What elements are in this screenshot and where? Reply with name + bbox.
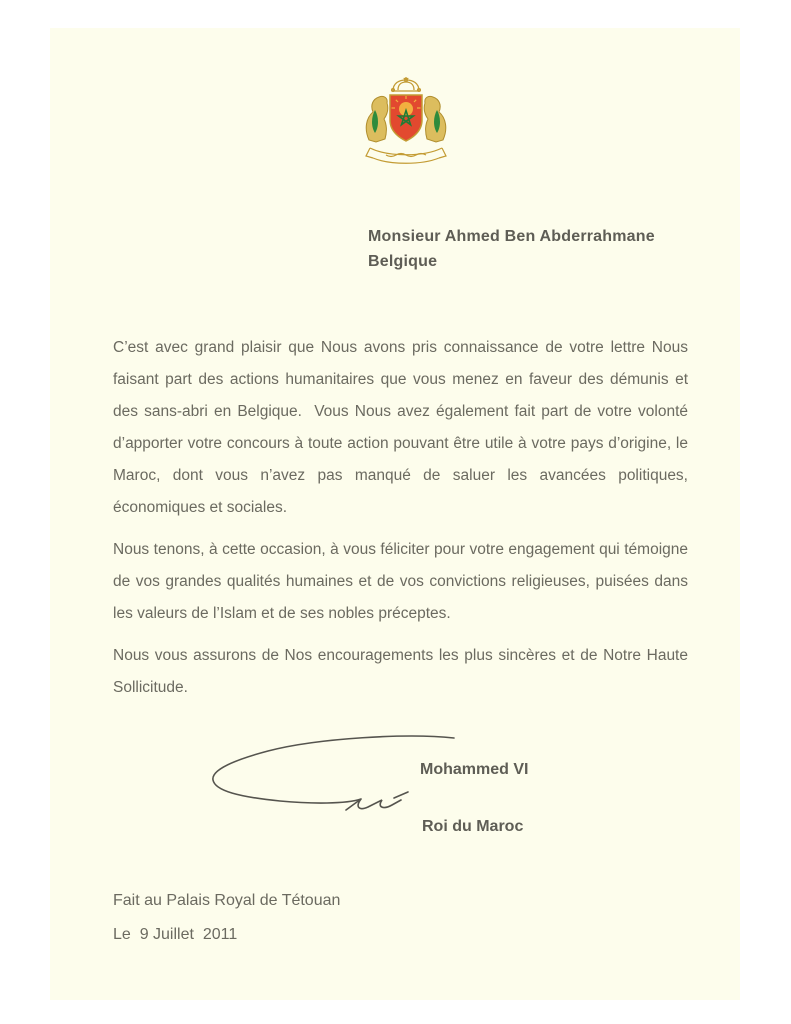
letter-place: Fait au Palais Royal de Tétouan xyxy=(113,892,341,909)
coat-of-arms-icon xyxy=(356,74,456,170)
letter-paragraph: C’est avec grand plaisir que Nous avons pris connaissance de votre lettre Nous faisant part des actions humanitaires que vous menez en faveur des démunis et des sans-abri en Belgique. Vous Nous avez également fait part de votre volonté d’apporter votre concours à toute action pouvant être utile à votre pays d’origine, le Maroc, dont vous n’avez pas manqué de saluer les avancées politiques, économiques et sociales. xyxy=(113,339,693,516)
letter-date: Le 9 Juillet 2011 xyxy=(113,926,238,943)
letter-body xyxy=(113,332,693,714)
recipient-name: Monsieur Ahmed Ben Abderrahmane xyxy=(368,228,655,245)
recipient-country: Belgique xyxy=(368,253,438,270)
recipient-block xyxy=(368,224,655,274)
signatory-title: Roi du Maroc xyxy=(422,818,524,835)
letter-paragraph: Nous tenons, à cette occasion, à vous féliciter pour votre engagement qui témoigne de vos grandes qualités humaines et de vos convictions religieuses, puisées dans les valeurs de l’Islam et de ses nobles préceptes. xyxy=(113,541,693,622)
morocco-coat-of-arms xyxy=(356,74,456,170)
letter-paragraph: Nous vous assurons de Nos encouragements les plus sincères et de Notre Haute Sollicitude. xyxy=(113,647,693,696)
signatory-name: Mohammed VI xyxy=(420,761,529,778)
letter-page xyxy=(50,28,740,1000)
